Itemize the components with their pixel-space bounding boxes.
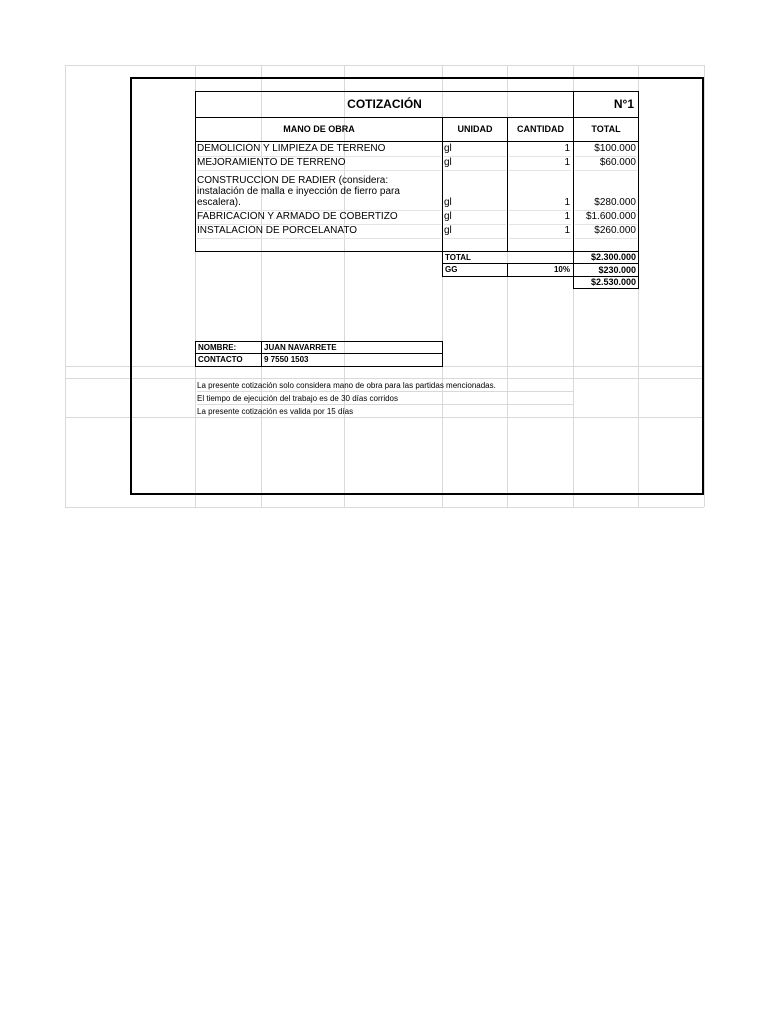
col-divider	[573, 141, 574, 252]
table-row-qty: 1	[509, 197, 571, 211]
summary-gg-label: GG	[442, 263, 508, 277]
table-row-unit: gl	[444, 225, 506, 239]
summary-total-label: TOTAL	[442, 251, 574, 264]
summary-gg-pct: 10%	[507, 263, 574, 277]
table-row-total: $280.000	[575, 197, 637, 211]
summary-grand-total: $2.530.000	[573, 276, 639, 289]
contact-nombre-label: NOMBRE:	[195, 341, 262, 354]
note-line: El tiempo de ejecución del trabajo es de 30 días corridos	[197, 392, 573, 405]
col-divider	[507, 141, 508, 252]
note-line: La presente cotización es valida por 15 días	[197, 407, 354, 416]
contact-nombre-value: JUAN NAVARRETE	[261, 341, 443, 354]
table-row-desc: DEMOLICIÓN Y LIMPIEZA DE TERRENO	[197, 143, 441, 157]
header-unidad: UNIDAD	[442, 117, 508, 142]
quote-number: N°1	[573, 91, 639, 118]
table-row-total: $260.000	[575, 225, 637, 239]
table-row-unit: gl	[444, 157, 506, 171]
table-row-total: $100.000	[575, 143, 637, 157]
header-cantidad: CANTIDAD	[507, 117, 574, 142]
table-row-qty: 1	[509, 225, 571, 239]
table-row-qty: 1	[509, 211, 571, 225]
table-row-unit: gl	[444, 211, 506, 225]
table-row-desc: FABRICACIÓN Y ARMADO DE COBERTIZO	[197, 211, 441, 225]
table-row-desc: instalación de malla e inyección de fierro para	[197, 186, 400, 197]
header-total: TOTAL	[573, 117, 639, 142]
col-divider	[442, 141, 443, 252]
quote-title: COTIZACIÓN	[195, 91, 574, 118]
table-row-qty: 1	[509, 157, 571, 171]
table-row-unit: gl	[444, 197, 506, 211]
note-line: La presente cotización solo considera mano de obra para las partidas mencionadas.	[197, 379, 573, 392]
table-row-desc: MEJORAMIENTO DE TERRENO	[197, 157, 441, 171]
contact-contacto-value: 9 7550 1503	[261, 353, 443, 367]
table-row-unit: gl	[444, 143, 506, 157]
summary-gg-value: $230.000	[573, 263, 639, 277]
table-row-qty: 1	[509, 143, 571, 157]
table-row-desc: INSTALACIÓN DE PORCELANATO	[197, 225, 441, 239]
summary-total-value: $2.300.000	[573, 251, 639, 264]
table-row-total: $1.600.000	[575, 211, 637, 225]
header-mano-de-obra: MANO DE OBRA	[195, 117, 443, 142]
contact-contacto-label: CONTACTO	[195, 353, 262, 367]
table-row-total: $60.000	[575, 157, 637, 171]
table-row-desc: escalera).	[197, 197, 441, 211]
table-row-desc: CONSTRUCCIÓN DE RADIER (considera:	[197, 175, 389, 186]
